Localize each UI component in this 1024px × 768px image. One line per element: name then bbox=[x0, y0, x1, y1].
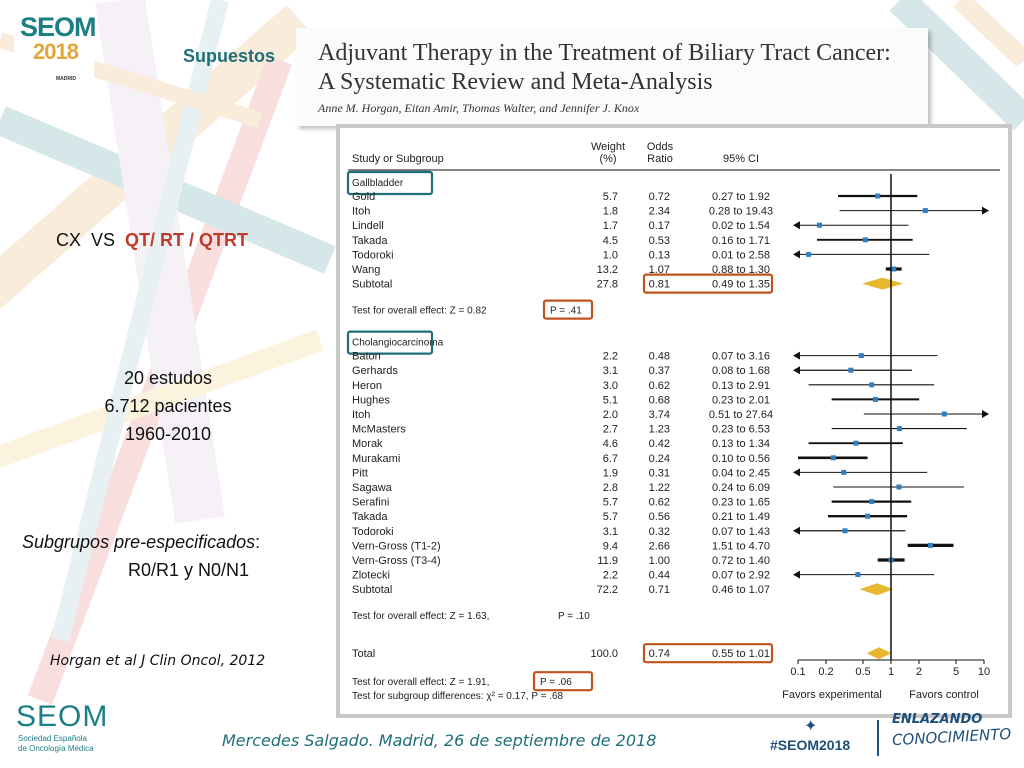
group-0-row-4-or: 0.13 bbox=[648, 249, 670, 262]
group-0-name: Gallbladder bbox=[352, 178, 404, 189]
favors-control: Favors control bbox=[909, 689, 979, 701]
group-1-row-5-ci: 0.23 to 6.53 bbox=[711, 423, 771, 436]
group-1-row-8-arrow-left bbox=[793, 468, 800, 476]
comparison-highlight: QT/ RT / QTRT bbox=[125, 230, 249, 250]
group-1-row-12-or: 0.32 bbox=[648, 525, 670, 538]
group-1-row-5-or: 1.23 bbox=[648, 423, 670, 436]
group-1-row-4-or-square bbox=[942, 412, 947, 417]
group-1-row-10-or: 0.62 bbox=[648, 496, 670, 509]
subgroups-title-text: Subgrupos pre-especificados bbox=[22, 532, 256, 552]
subgroups-title bbox=[22, 532, 260, 553]
group-0-row-1-arrow-right bbox=[982, 207, 989, 215]
logo-year: 2018 bbox=[33, 39, 78, 64]
group-1-row-4-or: 3.74 bbox=[648, 409, 670, 421]
group-1-row-15-weight: 2.2 bbox=[602, 569, 618, 582]
group-0-row-3-or: 0.53 bbox=[648, 234, 670, 247]
group-1-test-p: P = .10 bbox=[558, 611, 590, 623]
group-1-row-8-weight: 1.9 bbox=[602, 467, 618, 480]
group-1-row-6-ci: 0.13 to 1.34 bbox=[711, 438, 771, 451]
group-1-row-8-ci: 0.04 to 2.45 bbox=[711, 467, 771, 480]
group-1-row-10-or-square bbox=[869, 499, 874, 504]
group-1-row-1-or-square bbox=[848, 368, 853, 373]
subgroup-test: Test for subgroup differences: χ² = 0.17, P = .68 bbox=[352, 691, 564, 703]
group-1-row-3-label: Hughes bbox=[352, 394, 390, 407]
group-0-row-0-or-square bbox=[875, 194, 880, 199]
group-1-row-11-label: Takada bbox=[352, 511, 388, 524]
group-1-row-13-or: 2.66 bbox=[648, 540, 670, 553]
group-0-row-4-weight: 1.0 bbox=[602, 249, 618, 262]
header-weight-line2: (%) bbox=[599, 153, 617, 165]
group-1-row-7-or-square bbox=[831, 455, 836, 460]
group-1-row-11-or: 0.56 bbox=[648, 511, 670, 524]
group-1-subtotal-weight: 72.2 bbox=[596, 584, 618, 597]
group-0-test-p: P = .41 bbox=[550, 305, 582, 317]
x-tick-label-5: 5 bbox=[952, 666, 960, 678]
x-tick-label-6: 10 bbox=[977, 666, 991, 678]
group-1-row-12-arrow-left bbox=[793, 527, 800, 535]
header-ci: 95% CI bbox=[722, 153, 760, 165]
group-1-row-5-label: McMasters bbox=[352, 423, 406, 436]
group-1-row-1-ci: 0.08 to 1.68 bbox=[711, 365, 771, 378]
group-1-row-13-ci: 1.51 to 4.70 bbox=[711, 540, 771, 553]
group-1-row-3-or: 0.68 bbox=[648, 394, 670, 407]
x-tick-label-2: 0.5 bbox=[855, 666, 871, 678]
group-1-row-12-or-square bbox=[842, 528, 847, 533]
group-1-row-0-ci: 0.07 to 3.16 bbox=[711, 350, 771, 363]
paper-title-line2: A Systematic Review and Meta-Analysis bbox=[318, 69, 713, 95]
group-1-row-13-or-square bbox=[928, 543, 933, 548]
header-odds-line2: Ratio bbox=[647, 153, 673, 165]
group-1-row-14-label: Vern-Gross (T3-4) bbox=[352, 555, 441, 567]
group-0-subtotal-diamond bbox=[862, 278, 903, 290]
group-0-row-3-weight: 4.5 bbox=[602, 234, 618, 247]
logo-text: SEOM bbox=[20, 12, 96, 42]
group-1-row-0-weight: 2.2 bbox=[602, 350, 618, 363]
group-1-row-1-weight: 3.1 bbox=[602, 365, 618, 378]
total-diamond bbox=[867, 647, 892, 659]
group-1-row-6-or: 0.42 bbox=[648, 438, 670, 451]
group-1-row-4-label: Itoh bbox=[352, 409, 371, 421]
group-1-row-1-arrow-left bbox=[793, 366, 800, 374]
paper-title-line1: Adjuvant Therapy in the Treatment of Biliary Tract Cancer: bbox=[318, 40, 891, 66]
group-1-row-9-or: 1.22 bbox=[648, 482, 670, 494]
group-1-row-15-or-square bbox=[855, 572, 860, 577]
group-1-row-3-or-square bbox=[873, 397, 878, 402]
group-1-row-0-arrow-left bbox=[793, 352, 800, 360]
overall-test-p: P = .06 bbox=[540, 677, 572, 689]
group-1-name: Cholangiocarcinoma bbox=[352, 337, 444, 349]
group-1-row-7-weight: 6.7 bbox=[602, 452, 618, 465]
group-1-row-6-weight: 4.6 bbox=[602, 438, 618, 451]
group-0-row-5-or-square bbox=[891, 267, 896, 272]
x-tick-label-1: 0.2 bbox=[818, 666, 834, 678]
citation: Horgan et al J Clin Oncol, 2012 bbox=[50, 653, 266, 669]
group-1-row-5-or-square bbox=[897, 426, 902, 431]
group-1-subtotal-label: Subtotal bbox=[352, 584, 393, 597]
group-1-row-2-weight: 3.0 bbox=[602, 379, 618, 392]
group-1-row-2-label: Heron bbox=[352, 379, 382, 392]
group-0-row-0-ci: 0.27 to 1.92 bbox=[711, 191, 771, 203]
group-1-subtotal-diamond bbox=[860, 583, 894, 595]
group-0-row-2-or: 0.17 bbox=[648, 220, 670, 233]
seom-footer-sub1: Sociedad Española bbox=[18, 734, 87, 743]
group-1-row-1-label: Gerhards bbox=[352, 365, 398, 378]
hashtag: #SEOM2018 bbox=[770, 737, 851, 753]
subgroups-colon: : bbox=[255, 532, 261, 552]
group-0-row-0-weight: 5.7 bbox=[602, 191, 618, 203]
group-0-row-1-weight: 1.8 bbox=[602, 205, 618, 218]
group-1-row-10-ci: 0.23 to 1.65 bbox=[711, 496, 771, 509]
header-study: Study or Subgroup bbox=[352, 153, 444, 165]
group-0-row-4-ci: 0.01 to 2.58 bbox=[711, 249, 771, 262]
group-1-row-12-ci: 0.07 to 1.43 bbox=[711, 525, 771, 538]
group-1-row-3-weight: 5.1 bbox=[602, 394, 618, 407]
group-1-row-4-weight: 2.0 bbox=[602, 409, 618, 421]
tagline-enlazando: ENLAZANDO bbox=[892, 712, 983, 727]
group-1-row-11-ci: 0.21 to 1.49 bbox=[711, 511, 771, 524]
group-0-row-1-or-square bbox=[923, 208, 928, 213]
group-1-row-9-or-square bbox=[897, 485, 902, 490]
header-weight-line1: Weight bbox=[590, 141, 626, 153]
group-1-row-9-ci: 0.24 to 6.09 bbox=[711, 482, 771, 494]
group-1-row-1-or: 0.37 bbox=[648, 365, 670, 378]
group-1-row-13-label: Vern-Gross (T1-2) bbox=[352, 540, 441, 553]
group-1-row-2-or-square bbox=[869, 382, 874, 387]
group-0-row-1-or: 2.34 bbox=[648, 205, 670, 218]
group-1-row-4-arrow-right bbox=[982, 410, 989, 418]
favors-experimental: Favors experimental bbox=[782, 689, 882, 701]
total-or: 0.74 bbox=[648, 648, 670, 661]
group-1-row-8-label: Pitt bbox=[352, 467, 368, 480]
twitter-bird-icon: ✦ bbox=[804, 718, 818, 735]
group-0-row-4-label: Todoroki bbox=[352, 249, 394, 262]
group-1-row-14-ci: 0.72 to 1.40 bbox=[711, 555, 771, 567]
group-1-row-8-or-square bbox=[841, 470, 846, 475]
logo-city: MADRID bbox=[56, 76, 76, 82]
group-0-row-2-or-square bbox=[817, 223, 822, 228]
group-0-row-3-label: Takada bbox=[352, 234, 388, 247]
comparison-text bbox=[56, 230, 248, 251]
group-1-row-0-or-square bbox=[859, 353, 864, 358]
group-0-row-1-ci: 0.28 to 19.43 bbox=[708, 205, 774, 218]
group-1-row-7-label: Murakami bbox=[352, 452, 401, 465]
group-0-row-5-label: Wang bbox=[352, 264, 381, 276]
group-1-row-10-weight: 5.7 bbox=[602, 496, 618, 509]
group-0-subtotal-weight: 27.8 bbox=[596, 278, 618, 291]
group-1-row-12-label: Todoroki bbox=[352, 525, 394, 538]
group-1-test-prefix: Test for overall effect: Z = 1.63, bbox=[352, 611, 490, 623]
group-0-row-0-label: Gold bbox=[352, 191, 376, 203]
group-1-row-2-ci: 0.13 to 2.91 bbox=[711, 379, 771, 392]
years-range: 1960-2010 bbox=[124, 424, 212, 444]
group-1-row-9-weight: 2.8 bbox=[602, 482, 618, 494]
group-0-row-5-weight: 13.2 bbox=[596, 264, 618, 276]
header-odds-line1: Odds bbox=[646, 141, 674, 153]
group-1-row-7-or: 0.24 bbox=[648, 452, 670, 465]
group-0-row-4-arrow-left bbox=[793, 250, 800, 258]
group-1-row-8-or: 0.31 bbox=[648, 467, 670, 480]
group-0-row-3-or-square bbox=[863, 237, 868, 242]
group-0-row-1-label: Itoh bbox=[352, 205, 371, 218]
group-1-row-12-weight: 3.1 bbox=[602, 525, 618, 538]
x-tick-label-4: 2 bbox=[915, 666, 923, 678]
group-1-row-11-or-square bbox=[865, 514, 870, 519]
group-0-row-4-or-square bbox=[806, 252, 811, 257]
x-tick-label-3: 1 bbox=[887, 666, 895, 678]
group-1-row-10-label: Serafini bbox=[352, 496, 390, 509]
forest-plot bbox=[336, 124, 1012, 718]
group-0-row-2-label: Lindell bbox=[352, 220, 384, 233]
group-1-row-0-or: 0.48 bbox=[648, 350, 670, 363]
group-1-row-14-or: 1.00 bbox=[648, 555, 670, 567]
footer-credit: Mercedes Salgado. Madrid, 26 de septiembre de 2018 bbox=[222, 731, 657, 750]
total-ci: 0.55 to 1.01 bbox=[711, 648, 771, 661]
paper-authors: Anne M. Horgan, Eitan Amir, Thomas Walter, and Jennifer J. Knox bbox=[318, 101, 640, 115]
group-1-row-9-label: Sagawa bbox=[352, 482, 392, 494]
group-0-row-3-ci: 0.16 to 1.71 bbox=[711, 234, 771, 247]
group-1-row-6-or-square bbox=[853, 441, 858, 446]
group-0-row-2-arrow-left bbox=[793, 221, 800, 229]
group-1-subtotal-or: 0.71 bbox=[648, 584, 670, 597]
total-label: Total bbox=[352, 648, 376, 661]
patients-count: 6.712 pacientes bbox=[104, 396, 232, 416]
subgroups-values: R0/R1 y N0/N1 bbox=[128, 560, 250, 580]
group-1-row-3-ci: 0.23 to 2.01 bbox=[711, 394, 771, 407]
group-0-row-5-or: 1.07 bbox=[648, 264, 670, 276]
group-1-row-4-ci: 0.51 to 27.64 bbox=[708, 409, 774, 421]
seom-footer-logo: SEOM bbox=[16, 700, 109, 733]
footer-divider bbox=[877, 720, 879, 756]
comparison-prefix: CX VS bbox=[56, 230, 126, 250]
x-tick-label-0: 0.1 bbox=[790, 666, 806, 678]
group-0-row-5-ci: 0.88 to 1.30 bbox=[711, 264, 771, 276]
group-1-row-15-ci: 0.07 to 2.92 bbox=[711, 569, 771, 582]
group-1-row-15-label: Zlotecki bbox=[352, 569, 390, 582]
overall-test-prefix: Test for overall effect: Z = 1.91, bbox=[352, 677, 490, 689]
group-1-row-15-or: 0.44 bbox=[648, 569, 670, 582]
section-title: Supuestos bbox=[183, 46, 276, 66]
group-1-row-7-ci: 0.10 to 0.56 bbox=[711, 452, 771, 465]
group-1-subtotal-ci: 0.46 to 1.07 bbox=[711, 584, 771, 597]
group-1-row-15-arrow-left bbox=[793, 571, 800, 579]
group-0-row-2-ci: 0.02 to 1.54 bbox=[711, 220, 771, 233]
group-0-row-2-weight: 1.7 bbox=[602, 220, 618, 233]
group-1-row-6-label: Morak bbox=[352, 438, 383, 451]
group-1-row-2-or: 0.62 bbox=[648, 379, 670, 392]
group-0-subtotal-or: 0.81 bbox=[648, 278, 670, 291]
seom-footer-sub2: de Oncología Médica bbox=[18, 744, 94, 753]
group-0-test-prefix: Test for overall effect: Z = 0.82 bbox=[352, 305, 487, 317]
studies-count: 20 estudos bbox=[123, 368, 213, 388]
total-weight: 100.0 bbox=[590, 648, 618, 661]
group-1-row-11-weight: 5.7 bbox=[602, 511, 618, 524]
group-0-subtotal-ci: 0.49 to 1.35 bbox=[711, 278, 771, 291]
group-0-subtotal-label: Subtotal bbox=[352, 278, 393, 291]
group-0-row-0-or: 0.72 bbox=[648, 191, 670, 203]
tagline-conocimiento: CONOCIMIENTO bbox=[891, 724, 1012, 750]
group-1-row-14-weight: 11.9 bbox=[597, 555, 618, 567]
group-1-row-5-weight: 2.7 bbox=[602, 423, 618, 436]
group-1-row-13-weight: 9.4 bbox=[602, 540, 618, 553]
group-1-row-0-label: Baton bbox=[352, 350, 381, 363]
